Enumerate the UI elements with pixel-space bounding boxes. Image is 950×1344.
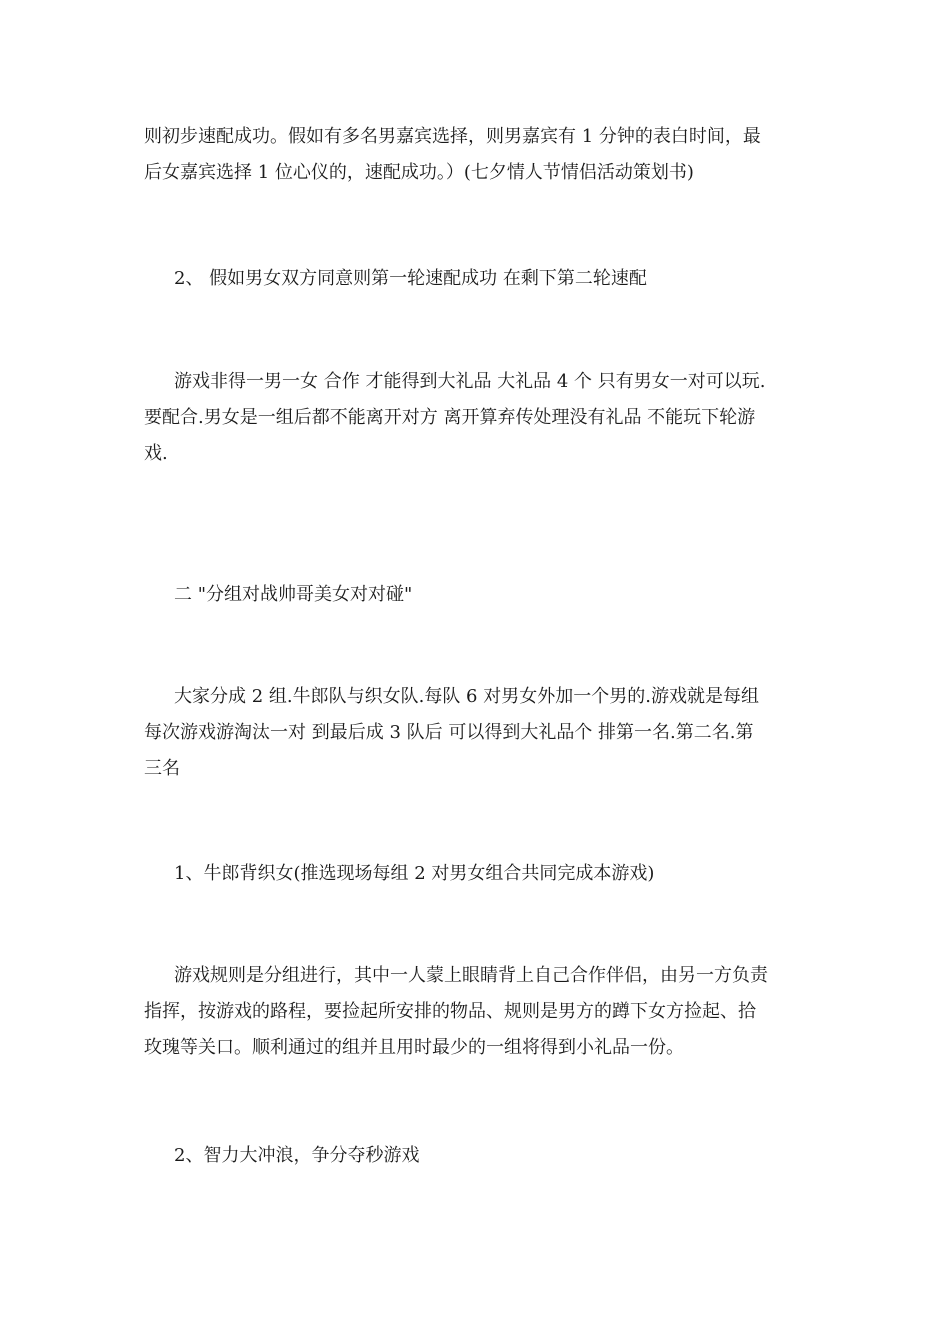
text-line: 指挥，按游戏的路程，要捡起所安排的物品、规则是男方的蹲下女方捡起、拾 [144, 1001, 756, 1022]
text-line: 则初步速配成功。假如有多名男嘉宾选择，则男嘉宾有 1 分钟的表白时间，最 [144, 126, 761, 147]
text-line: 二 "分组对战帅哥美女对对碰" [174, 584, 413, 605]
text-line: 后女嘉宾选择 1 位心仪的，速配成功。）(七夕情人节情侣活动策划书) [144, 162, 694, 183]
paragraph-game-rules-pair [144, 364, 814, 472]
text-line: 1、牛郎背织女(推选现场每组 2 对男女组合共同完成本游戏) [174, 863, 655, 884]
paragraph-team-division [144, 679, 814, 787]
text-line: 游戏非得一男一女 合作 才能得到大礼品 大礼品 4 个 只有男女一对可以玩. [174, 371, 766, 392]
text-line: 2、智力大冲浪，争分夺秒游戏 [174, 1145, 420, 1166]
text-line: 大家分成 2 组.牛郎队与织女队.每队 6 对男女外加一个男的.游戏就是每组 [174, 686, 759, 707]
text-line: 2、 假如男女双方同意则第一轮速配成功 在剩下第二轮速配 [174, 268, 647, 289]
paragraph-item-2-second-round [144, 261, 814, 297]
text-line: 游戏规则是分组进行，其中一人蒙上眼睛背上自己合作伴侣，由另一方负责 [174, 965, 768, 986]
paragraph-speed-dating-result [144, 119, 814, 191]
paragraph-game-rules-blindfold [144, 958, 814, 1066]
text-line: 戏. [144, 443, 168, 464]
text-line: 玫瑰等关口。顺利通过的组并且用时最少的一组将得到小礼品一份。 [144, 1037, 684, 1058]
text-line: 每次游戏游淘汰一对 到最后成 3 队后 可以得到大礼品个 排第一名.第二名.第 [144, 722, 754, 743]
section-heading-group-battle [144, 577, 814, 613]
text-line: 三名 [144, 758, 180, 779]
text-line: 要配合.男女是一组后都不能离开对方 离开算弃传处理没有礼品 不能玩下轮游 [144, 407, 756, 428]
paragraph-item-2-quiz-game [144, 1138, 814, 1174]
paragraph-item-1-cowherd-game [144, 856, 814, 892]
